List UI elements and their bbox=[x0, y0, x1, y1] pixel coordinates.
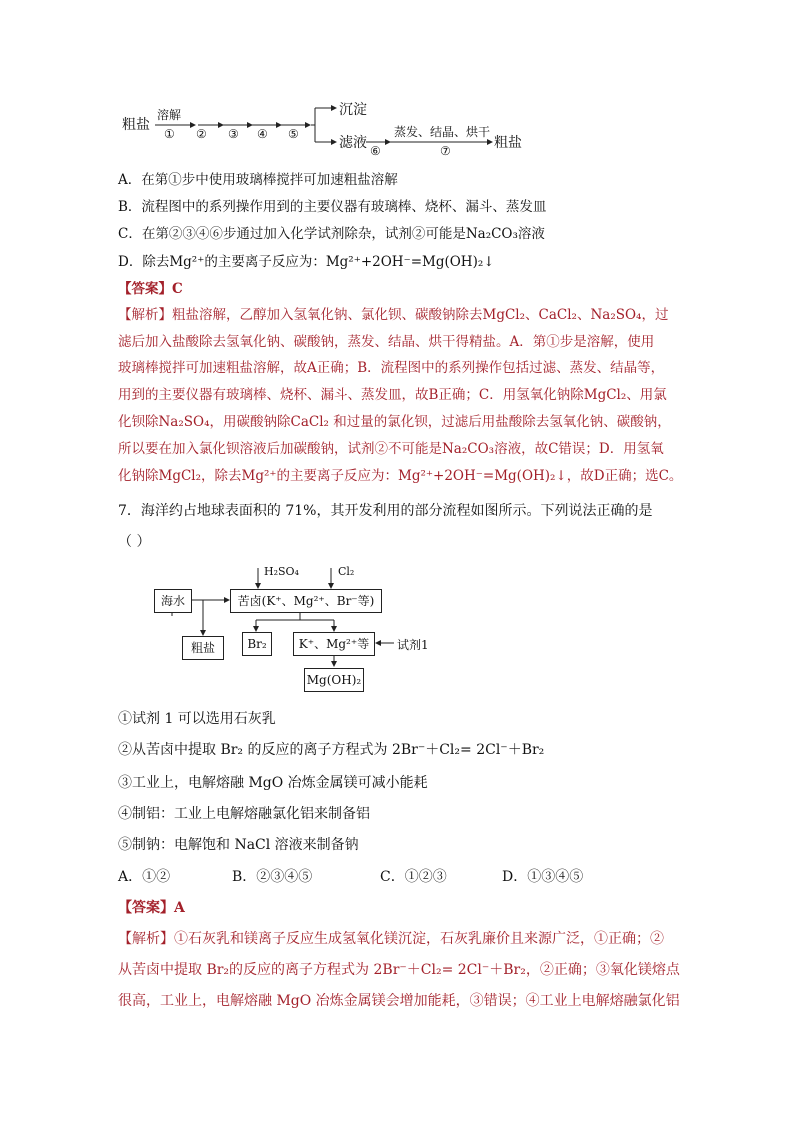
flow2-mgoh2-box: Mg(OH)₂ bbox=[304, 668, 364, 692]
flow1-end: 粗盐 bbox=[494, 135, 522, 151]
q6-analysis-line: 滤后加入盐酸除去氢氧化钠、碳酸钠，蒸发、结晶、烘干得精盐。A．第①步是溶解，使用 bbox=[118, 334, 655, 350]
flow1-step-5: ⑤ bbox=[288, 127, 299, 141]
flow1-step-3: ③ bbox=[228, 127, 239, 141]
flow1-step-7: ⑦ bbox=[440, 144, 451, 158]
flow1-step-2: ② bbox=[196, 127, 207, 141]
q7-choice-d: D．①③④⑤ bbox=[502, 869, 584, 885]
flow1-dissolve-label: 溶解 bbox=[157, 108, 182, 122]
flow2-h2so4: H₂SO₄ bbox=[264, 565, 299, 578]
q6-option-d: D．除去Mg²⁺的主要离子反应为：Mg²⁺+2OH⁻=Mg(OH)₂↓ bbox=[118, 254, 495, 270]
q7-statement-5: ⑤制钠：电解饱和 NaCl 溶液来制备钠 bbox=[118, 837, 359, 853]
flow1-start: 粗盐 bbox=[122, 117, 150, 133]
q6-analysis-line: 用到的主要仪器有玻璃棒、烧杯、漏斗、蒸发皿，故B正确；C．用氢氧化钠除MgCl₂、用氯 bbox=[118, 387, 667, 403]
q7-statement-2: ②从苦卤中提取 Br₂ 的反应的离子方程式为 2Br⁻＋Cl₂= 2Cl⁻＋Br₂ bbox=[118, 742, 545, 758]
flow2-bittern-box: 苦卤(K⁺、Mg²⁺、Br⁻等) bbox=[230, 589, 382, 613]
flow2-seawater-box: 海水 bbox=[154, 589, 192, 613]
q7-paren: （ ） bbox=[118, 534, 151, 550]
flow1-evap-label: 蒸发、结晶、烘干 bbox=[394, 125, 491, 139]
q7-choice-b: B．②③④⑤ bbox=[232, 869, 313, 885]
q7-statement-3: ③工业上，电解熔融 MgO 冶炼金属镁可减小能耗 bbox=[118, 775, 428, 791]
q7-choice-a: A．①② bbox=[118, 869, 171, 885]
q7-statement-4: ④制铝：工业上电解熔融氯化铝来制备铝 bbox=[118, 806, 370, 822]
flow1-step-1: ① bbox=[164, 127, 175, 141]
flow1-precipitate: 沉淀 bbox=[339, 102, 367, 118]
q6-analysis-line: 化钠除MgCl₂，除去Mg²⁺的主要离子反应为：Mg²⁺+2OH⁻=Mg(OH)₂↓，故D正确；选C。 bbox=[118, 468, 683, 484]
q6-analysis-line: 玻璃棒搅拌可加速粗盐溶解，故A正确；B．流程图中的系列操作包括过滤、蒸发、结晶等， bbox=[118, 360, 665, 376]
q6-option-b: B．流程图中的系列操作用到的主要仪器有玻璃棒、烧杯、漏斗、蒸发皿 bbox=[118, 199, 547, 215]
q6-option-a: A．在第①步中使用玻璃棒搅拌可加速粗盐溶解 bbox=[118, 172, 398, 188]
q7-choice-c: C．①②③ bbox=[380, 869, 447, 885]
flow2-br2-box: Br₂ bbox=[242, 632, 272, 656]
q6-analysis-line: 【解析】粗盐溶解，乙醇加入氢氧化钠、氯化钡、碳酸钠除去MgCl₂、CaCl₂、Na₂SO₄，过 bbox=[118, 307, 669, 323]
q6-analysis-line: 所以要在加入氯化钡溶液后加碳酸钠，试剂②不可能是Na₂CO₃溶液，故C错误；D．用氢氧 bbox=[118, 441, 664, 457]
q6-analysis-line: 化钡除Na₂SO₄，用碳酸钠除CaCl₂ 和过量的氯化钡，过滤后用盐酸除去氢氧化钠、碳酸钠， bbox=[118, 414, 671, 430]
q6-option-c: C．在第②③④⑥步通过加入化学试剂除杂，试剂②可能是Na₂CO₃溶液 bbox=[118, 226, 545, 242]
q6-answer: 【答案】C bbox=[118, 281, 183, 297]
flow2-crude-salt-box: 粗盐 bbox=[182, 636, 224, 660]
flow1-step-4: ④ bbox=[257, 127, 268, 141]
flow1-step-6: ⑥ bbox=[370, 144, 381, 158]
q7-answer: 【答案】A bbox=[118, 900, 185, 916]
q7-analysis-line: 【解析】①石灰乳和镁离子反应生成氢氧化镁沉淀，石灰乳廉价且来源广泛，①正确；② bbox=[118, 931, 664, 947]
q7-analysis-line: 很高，工业上，电解熔融 MgO 冶炼金属镁会增加能耗，③错误；④工业上电解熔融氯化铝 bbox=[118, 993, 680, 1009]
flow1-filtrate: 滤液 bbox=[339, 135, 367, 151]
flow2-cl2: Cl₂ bbox=[338, 565, 355, 578]
q7-statement-1: ①试剂 1 可以选用石灰乳 bbox=[118, 711, 276, 727]
q7-stem: 7．海洋约占地球表面积的 71%，其开发利用的部分流程如图所示。下列说法正确的是 bbox=[118, 503, 653, 519]
q7-analysis-line: 从苦卤中提取 Br₂的反应的离子方程式为 2Br⁻＋Cl₂= 2Cl⁻＋Br₂，②正确；③氧化镁熔点 bbox=[118, 962, 680, 978]
flow2-reagent: 试剂1 bbox=[397, 638, 429, 652]
flow2-k-mg-box: K⁺、Mg²⁺等 bbox=[293, 632, 375, 656]
